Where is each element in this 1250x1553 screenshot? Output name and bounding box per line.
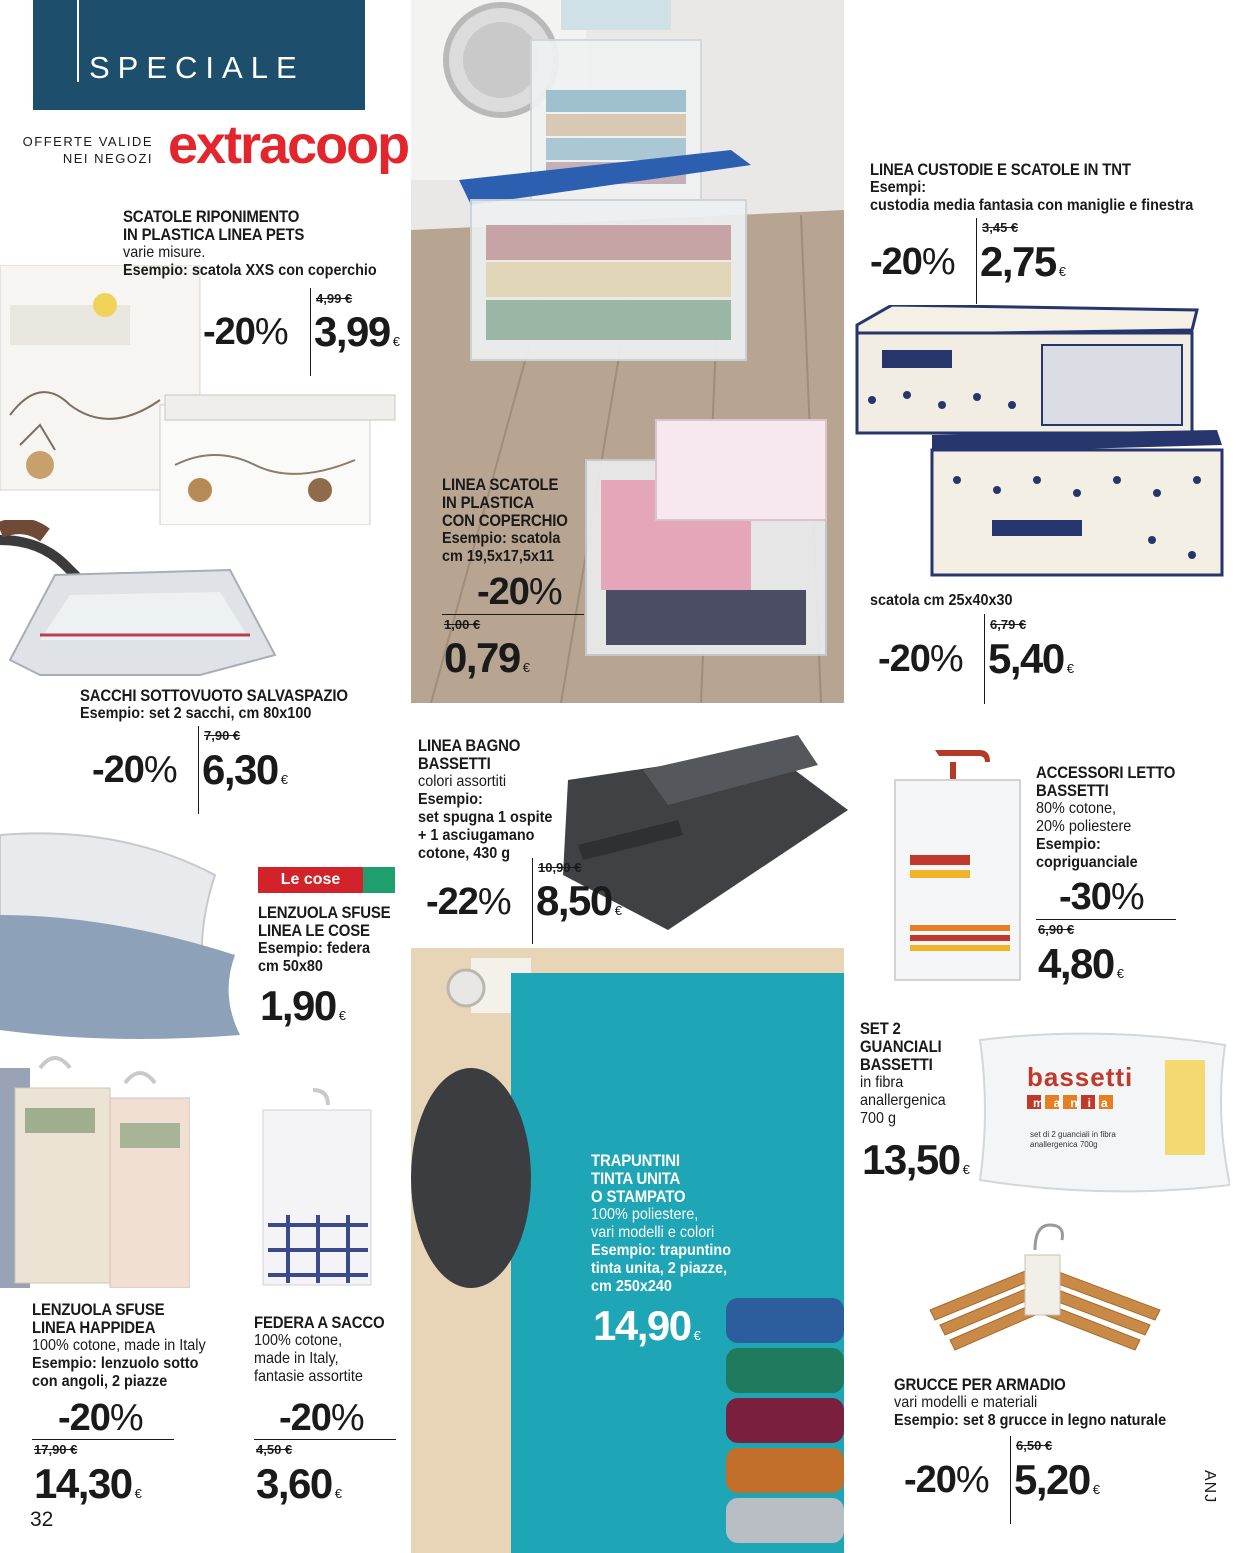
quilt-price-value: 14,90	[593, 1302, 691, 1349]
quilt-text	[591, 1152, 747, 1296]
bath-example-2: set spugna 1 ospite	[418, 809, 553, 826]
pillowcase-price-value: 3,60	[256, 1460, 332, 1507]
percent-symbol: %	[1110, 876, 1144, 918]
pillows-title-2: GUANCIALI	[860, 1037, 942, 1056]
euro-symbol: €	[614, 903, 622, 918]
pets-old-price: 4,99 €	[316, 291, 353, 306]
bath-price-divider	[532, 858, 533, 944]
pillows-title-1: SET 2	[860, 1019, 901, 1038]
sheets-happidea-photo	[0, 1048, 190, 1288]
tnt-text	[870, 161, 1229, 215]
bed-discount-value: -30	[1059, 876, 1111, 918]
bath-price	[536, 877, 622, 925]
happidea-price-divider	[32, 1439, 174, 1440]
happidea-price	[34, 1460, 142, 1508]
euro-symbol: €	[134, 1486, 142, 1501]
bed-desc-1: 80% cotone,	[1036, 800, 1117, 817]
euro-symbol: €	[338, 1008, 346, 1023]
vacuum-price	[202, 746, 288, 794]
tnt-boxes-photo	[852, 305, 1227, 585]
bath-title-2: BASSETTI	[418, 754, 491, 773]
percent-symbol: %	[921, 241, 955, 283]
lid-discount-value: -20	[477, 571, 529, 613]
extracoop-logo: extracoop	[168, 115, 409, 175]
pillowcase-price-divider	[254, 1439, 396, 1440]
bath-example-1: Esempio:	[418, 791, 483, 808]
pillowcase-desc-2: made in Italy,	[254, 1350, 339, 1367]
pets-desc: varie misure.	[123, 244, 206, 261]
pillows-desc-2: anallergenica	[860, 1092, 946, 1109]
bath-example-4: cotone, 430 g	[418, 845, 511, 862]
tnt-box-old-price: 6,79 €	[990, 617, 1027, 632]
pets-title-2: IN PLASTICA LINEA PETS	[123, 225, 305, 244]
bath-discount	[426, 881, 511, 924]
happidea-discount-value: -20	[58, 1397, 110, 1439]
vacuum-price-divider	[198, 726, 199, 814]
quilt-desc-2: vari modelli e colori	[591, 1224, 715, 1241]
page-number: 32	[30, 1508, 54, 1531]
bed-discount	[1059, 876, 1144, 919]
lid-title-3: CON COPERCHIO	[442, 511, 568, 530]
tnt-box-price-value: 5,40	[988, 635, 1064, 682]
tnt-discount	[870, 241, 955, 284]
happidea-example-2: con angoli, 2 piazze	[32, 1373, 168, 1390]
percent-symbol: %	[254, 311, 288, 353]
lid-title-2: IN PLASTICA	[442, 493, 534, 512]
tnt-example-2: custodia media fantasia con maniglie e finestra	[870, 197, 1194, 214]
euro-symbol: €	[693, 1328, 701, 1343]
lid-price	[444, 634, 530, 682]
hangers-old-price: 6,50 €	[1016, 1438, 1053, 1453]
hangers-discount-value: -20	[904, 1459, 956, 1501]
lid-example-1: Esempio: scatola	[442, 530, 561, 547]
lecose-badge-label: Le cose	[280, 871, 341, 888]
tnt-discount-value: -20	[870, 241, 922, 283]
pillowcase-pattern-photo	[258, 1085, 376, 1290]
hangers-price-divider	[1010, 1436, 1011, 1524]
pets-price-value: 3,99	[314, 308, 390, 355]
lecose-title-1: LENZUOLA SFUSE	[258, 903, 391, 922]
hangers-text	[894, 1376, 1196, 1430]
tnt-title: LINEA CUSTODIE E SCATOLE IN TNT	[870, 160, 1131, 179]
storage-boxes-photo	[411, 0, 844, 703]
tnt-box-label: scatola cm 25x40x30	[870, 592, 1013, 609]
pillowcase-bassetti-logo: bassetti	[910, 855, 952, 867]
hangers-price-value: 5,20	[1014, 1456, 1090, 1503]
bath-discount-value: -22	[426, 881, 478, 923]
tnt-price-divider	[976, 218, 977, 304]
hangers-price	[1014, 1456, 1100, 1504]
euro-symbol: €	[1058, 264, 1066, 279]
happidea-discount	[58, 1397, 143, 1440]
bath-desc: colori assortiti	[418, 773, 507, 790]
pillows-package-photo	[975, 1030, 1230, 1195]
hangers-desc: vari modelli e materiali	[894, 1394, 1038, 1411]
pets-discount-value: -20	[203, 311, 255, 353]
lid-example-2: cm 19,5x17,5x11	[442, 548, 555, 565]
percent-symbol: %	[330, 1397, 364, 1439]
lid-title-1: LINEA SCATOLE	[442, 475, 559, 494]
pillows-price-value: 13,50	[862, 1136, 960, 1183]
speciale-banner	[33, 0, 365, 110]
vacuum-discount-value: -20	[92, 749, 144, 791]
lecose-example-2: cm 50x80	[258, 958, 323, 975]
euro-symbol: €	[392, 334, 400, 349]
tnt-price	[980, 238, 1066, 286]
happidea-example-1: Esempio: lenzuolo sotto	[32, 1355, 199, 1372]
pillows-text	[860, 1020, 955, 1128]
euro-symbol: €	[1116, 966, 1124, 981]
tnt-example-1: Esempi:	[870, 179, 927, 196]
vacuum-title: SACCHI SOTTOVUOTO SALVASPAZIO	[80, 686, 348, 705]
lecose-price	[260, 982, 346, 1030]
bath-old-price: 10,90 €	[538, 860, 582, 875]
pets-price	[314, 308, 400, 356]
lid-old-price: 1,00 €	[444, 617, 481, 632]
hangers-photo	[925, 1215, 1165, 1365]
offer-line1: OFFERTE VALIDE	[22, 134, 153, 149]
bath-text	[418, 737, 567, 863]
bed-desc-2: 20% poliestere	[1036, 818, 1132, 835]
pillows-desc-1: in fibra	[860, 1074, 904, 1091]
pillows-bassetti-logo: bassetti	[1027, 1062, 1134, 1092]
percent-symbol: %	[955, 1459, 989, 1501]
bath-price-value: 8,50	[536, 877, 612, 924]
pillowcase-discount	[279, 1397, 364, 1440]
bed-example-1: Esempio:	[1036, 836, 1101, 853]
happidea-title-2: LINEA HAPPIDEA	[32, 1318, 156, 1337]
pillowcase-desc-1: 100% cotone,	[254, 1332, 343, 1349]
euro-symbol: €	[1092, 1482, 1100, 1497]
lecose-example-1: Esempio: federa	[258, 940, 371, 957]
tnt-box-price-divider	[984, 614, 985, 704]
quilt-price	[593, 1302, 701, 1350]
pillowcase-desc-3: fantasie assortite	[254, 1368, 363, 1385]
pillows-package-note: set di 2 guanciali in fibra anallergenica 700g	[1030, 1130, 1116, 1149]
quilt-desc-1: 100% poliestere,	[591, 1206, 699, 1223]
tnt-box-discount-value: -20	[878, 638, 930, 680]
pillows-title-3: BASSETTI	[860, 1055, 933, 1074]
bed-title-2: BASSETTI	[1036, 781, 1109, 800]
pets-boxes-text	[123, 208, 405, 280]
bed-price-value: 4,80	[1038, 940, 1114, 987]
tnt-old-price: 3,45 €	[982, 220, 1019, 235]
happidea-price-value: 14,30	[34, 1460, 132, 1507]
happidea-text	[32, 1301, 225, 1391]
euro-symbol: €	[334, 1486, 342, 1501]
offer-line2: NEI NEGOZI	[62, 151, 153, 166]
lid-discount	[477, 571, 562, 614]
bed-example-2: copriguanciale	[1036, 854, 1138, 871]
quilt-example-2: tinta unita, 2 piazze,	[591, 1260, 728, 1277]
pillowcase-title: FEDERA A SACCO	[254, 1313, 385, 1332]
tnt-box-discount	[878, 638, 963, 681]
lecose-badge-red	[258, 867, 363, 893]
lecose-badge	[258, 867, 395, 893]
pets-title-1: SCATOLE RIPONIMENTO	[123, 207, 300, 226]
hangers-discount	[904, 1459, 989, 1502]
pillowcase-text	[254, 1314, 402, 1386]
pillows-price	[862, 1136, 970, 1184]
tnt-box-price	[988, 635, 1074, 683]
happidea-desc: 100% cotone, made in Italy	[32, 1337, 206, 1354]
percent-symbol: %	[477, 881, 511, 923]
pillowcase-old-price: 4,50 €	[256, 1442, 293, 1457]
vacuum-old-price: 7,90 €	[204, 728, 241, 743]
pillows-photo	[0, 825, 250, 1050]
percent-symbol: %	[143, 749, 177, 791]
banner-divider	[77, 0, 79, 82]
bed-old-price: 6,90 €	[1038, 922, 1075, 937]
pillows-desc-3: 700 g	[860, 1110, 897, 1127]
lecose-price-value: 1,90	[260, 982, 336, 1029]
happidea-old-price: 17,90 €	[34, 1442, 78, 1457]
lecose-text	[258, 904, 409, 976]
page-code: ANJ	[1201, 1470, 1218, 1504]
bed-price-divider	[1036, 919, 1176, 920]
quilt-example-1: Esempio: trapuntino	[591, 1242, 732, 1259]
hangers-example: Esempio: set 8 grucce in legno naturale	[894, 1412, 1167, 1429]
speciale-label: SPECIALE	[89, 50, 305, 85]
lecose-badge-green	[363, 867, 395, 893]
hangers-title: GRUCCE PER ARMADIO	[894, 1375, 1066, 1394]
quilt-example-3: cm 250x240	[591, 1278, 672, 1295]
bed-title-1: ACCESSORI LETTO	[1036, 763, 1176, 782]
vacuum-bags-text	[80, 687, 384, 723]
quilt-title-1: TRAPUNTINI	[591, 1151, 680, 1170]
euro-symbol: €	[962, 1162, 970, 1177]
bath-title-1: LINEA BAGNO	[418, 736, 521, 755]
lid-price-divider	[442, 614, 584, 615]
euro-symbol: €	[522, 660, 530, 675]
vacuum-bag-photo	[0, 520, 290, 680]
happidea-title-1: LENZUOLA SFUSE	[32, 1300, 165, 1319]
vacuum-discount	[92, 749, 177, 792]
pets-discount	[203, 311, 288, 354]
pillowcase-price	[256, 1460, 342, 1508]
bath-example-3: + 1 asciugamano	[418, 827, 535, 844]
percent-symbol: %	[929, 638, 963, 680]
tnt-price-value: 2,75	[980, 238, 1056, 285]
bed-accessories-text	[1036, 764, 1194, 872]
pillows-mania-logo: mania	[1033, 1096, 1118, 1110]
lecose-title-2: LINEA LE COSE	[258, 921, 370, 940]
vacuum-example: Esempio: set 2 sacchi, cm 80x100	[80, 705, 312, 722]
quilt-title-3: O STAMPATO	[591, 1187, 686, 1206]
pillowcase-discount-value: -20	[279, 1397, 331, 1439]
percent-symbol: %	[528, 571, 562, 613]
pets-price-divider	[310, 288, 311, 376]
percent-symbol: %	[109, 1397, 143, 1439]
lid-price-value: 0,79	[444, 634, 520, 681]
quilt-title-2: TINTA UNITA	[591, 1169, 681, 1188]
euro-symbol: €	[280, 772, 288, 787]
lid-boxes-text	[442, 476, 585, 566]
vacuum-price-value: 6,30	[202, 746, 278, 793]
offer-validity	[20, 133, 153, 167]
bed-price	[1038, 940, 1124, 988]
pets-example: Esempio: scatola XXS con coperchio	[123, 262, 377, 279]
euro-symbol: €	[1066, 661, 1074, 676]
